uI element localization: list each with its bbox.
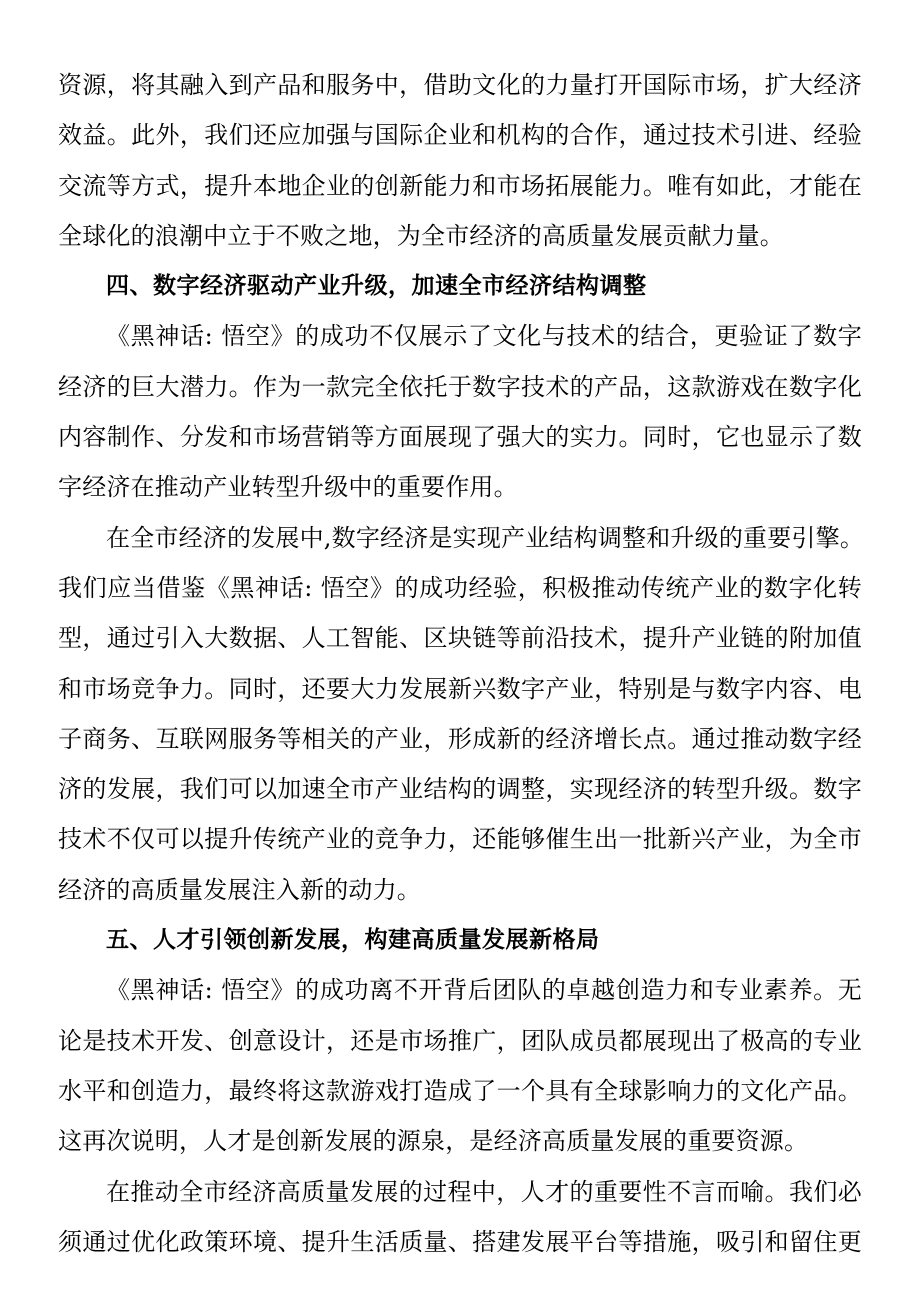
section-heading-5: 五、人才引领创新发展，构建高质量发展新格局 [106, 927, 600, 954]
text-line-16: 技术不仅可以提升传统产业的竞争力，还能够催生出一批新兴产业，为全市 [58, 825, 862, 854]
text-line-13: 和市场竞争力。同时，还要大力发展新兴数字产业，特别是与数字内容、电 [58, 674, 862, 703]
text-line-15: 济的发展，我们可以加速全市产业结构的调整，实现经济的转型升级。数字 [58, 775, 862, 804]
text-line-3: 交流等方式，提升本地企业的创新能力和市场拓展能力。唯有如此，才能在 [58, 171, 862, 200]
text-line-2: 效益。此外，我们还应加强与国际企业和机构的合作，通过技术引进、经验 [58, 121, 862, 150]
text-line-9: 字经济在推动产业转型升级中的重要作用。 [58, 473, 518, 502]
text-line-21: 水平和创造力，最终将这款游戏打造成了一个具有全球影响力的文化产品。 [58, 1076, 862, 1105]
text-line-10: 在全市经济的发展中,数字经济是实现产业结构调整和升级的重要引擎。 [106, 523, 865, 552]
text-line-7: 经济的巨大潜力。作为一款完全依托于数字技术的产品，这款游戏在数字化 [58, 372, 862, 401]
text-line-4: 全球化的浪潮中立于不败之地，为全市经济的高质量发展贡献力量。 [58, 221, 784, 250]
text-line-11: 我们应当借鉴《黑神话: 悟空》的成功经验，积极推动传统产业的数字化转 [58, 573, 862, 602]
text-line-12: 型，通过引入大数据、人工智能、区块链等前沿技术，提升产业链的附加值 [58, 624, 862, 653]
text-line-22: 这再次说明，人才是创新发展的源泉，是经济高质量发展的重要资源。 [58, 1127, 809, 1156]
text-line-23: 在推动全市经济高质量发展的过程中，人才的重要性不言而喻。我们必 [106, 1177, 862, 1206]
text-line-19: 《黑神话: 悟空》的成功离不开背后团队的卓越创造力和专业素养。无 [106, 976, 862, 1005]
text-line-6: 《黑神话: 悟空》的成功不仅展示了文化与技术的结合，更验证了数字 [106, 322, 862, 351]
text-line-14: 子商务、互联网服务等相关的产业，形成新的经济增长点。通过推动数字经 [58, 724, 862, 753]
section-heading-4: 四、数字经济驱动产业升级，加速全市经济结构调整 [106, 273, 647, 300]
text-line-24: 须通过优化政策环境、提升生活质量、搭建发展平台等措施，吸引和留住更 [58, 1227, 862, 1256]
text-line-8: 内容制作、分发和市场营销等方面展现了强大的实力。同时，它也显示了数 [58, 423, 862, 452]
text-line-17: 经济的高质量发展注入新的动力。 [58, 875, 421, 904]
text-line-1: 资源，将其融入到产品和服务中，借助文化的力量打开国际市场，扩大经济 [58, 71, 862, 99]
text-line-20: 论是技术开发、创意设计，还是市场推广，团队成员都展现出了极高的专业 [58, 1026, 862, 1055]
